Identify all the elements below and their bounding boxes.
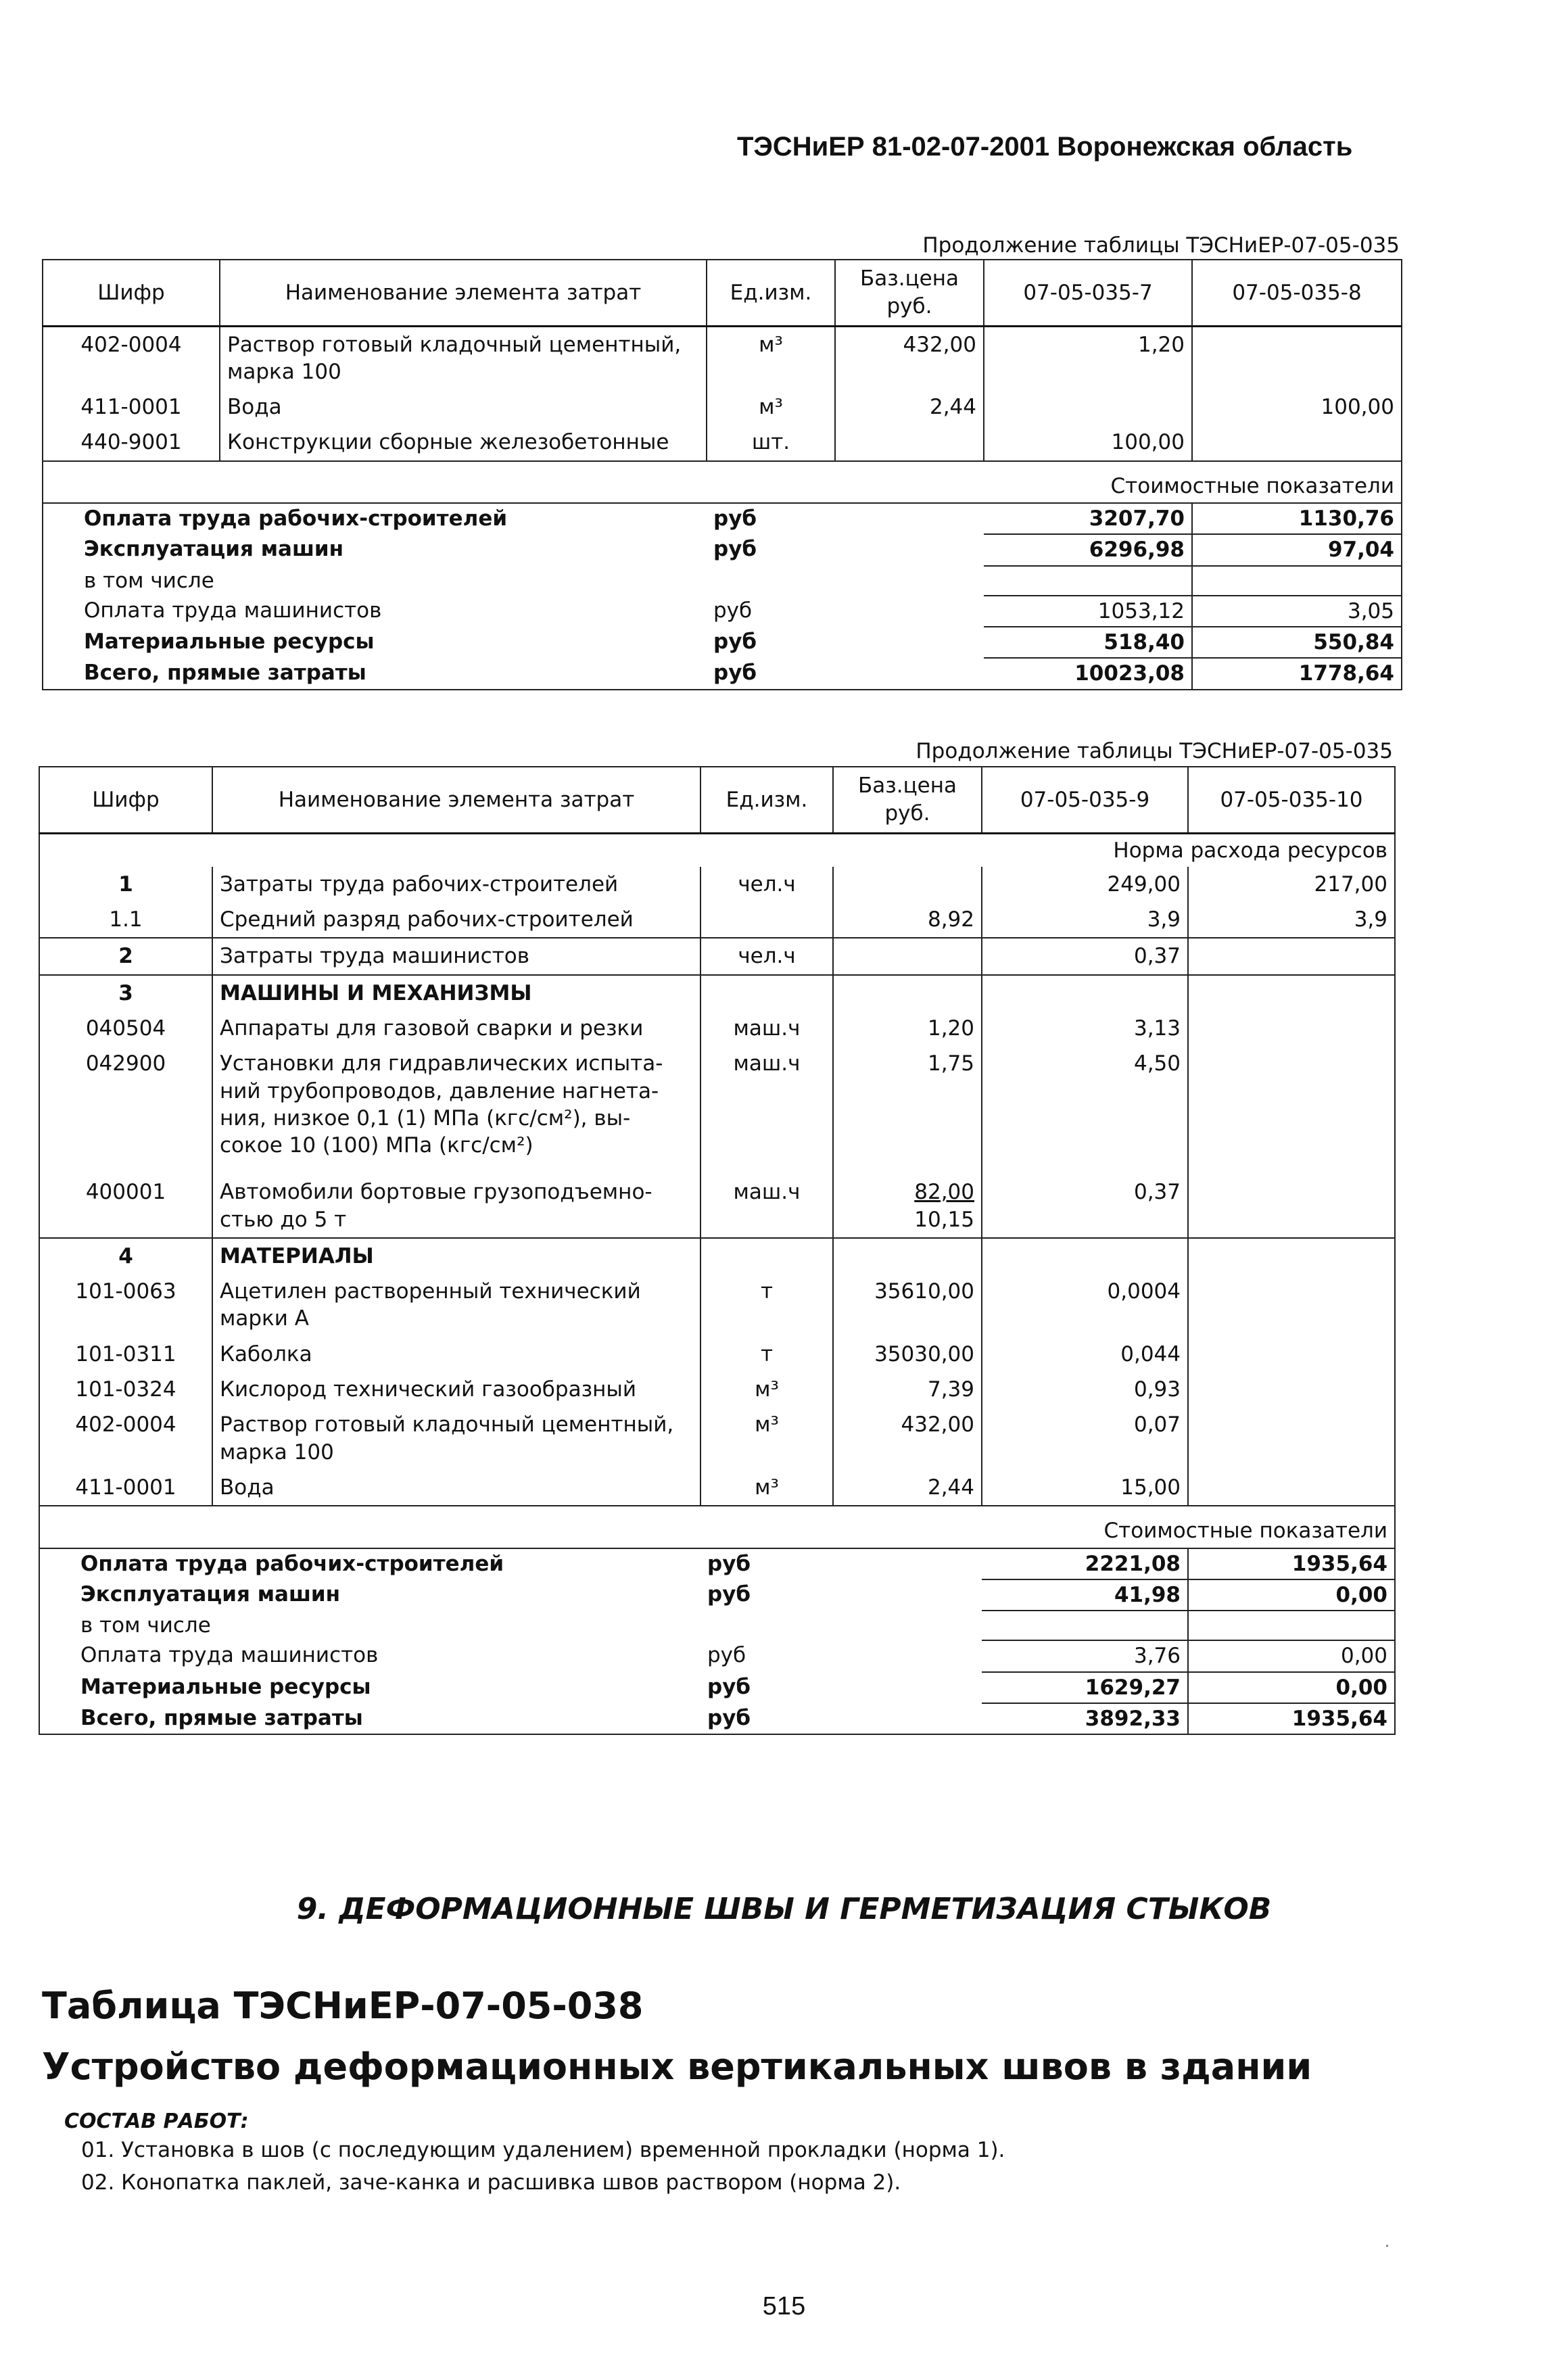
row-unit (700, 1238, 833, 1274)
total-label: Оплата труда рабочих-строителей (80, 1551, 504, 1576)
table1-continuation: Продолжение таблицы ТЭСНиЕР-07-05-035 (922, 233, 1400, 258)
total-unit: руб (713, 506, 757, 531)
row-price: 35030,00 (833, 1337, 982, 1372)
norm-label-row (39, 833, 1395, 867)
total-unit: руб (713, 629, 757, 654)
total-empty (835, 627, 984, 658)
row-value-1: 0,044 (982, 1337, 1188, 1372)
table-row (39, 1274, 1395, 1337)
total-unit: руб (707, 658, 835, 689)
row-price: 432,00 (835, 326, 984, 389)
total-value-1 (984, 566, 1192, 596)
row-value-1 (982, 975, 1188, 1011)
table2-header-row (39, 767, 1395, 833)
row-code: 2 (39, 938, 212, 974)
total-label: Оплата труда машинистов (84, 598, 382, 623)
total-empty (835, 503, 984, 534)
total-label: Эксплуатация машин (80, 1581, 341, 1606)
total-row (43, 627, 1402, 658)
table-row (39, 902, 1395, 938)
column-header: Ед.изм. (707, 260, 835, 326)
row-value-2 (1188, 1337, 1395, 1372)
table-row (39, 1011, 1395, 1046)
column-header: Наименование элемента затрат (212, 767, 700, 833)
row-code: 3 (39, 975, 212, 1011)
row-value-1: 4,50 (982, 1046, 1188, 1174)
row-price (833, 867, 982, 902)
row-price-extra: 10,15 (914, 1207, 974, 1232)
total-unit: руб (713, 537, 757, 562)
table-row (39, 867, 1395, 902)
row-price: 1,20 (833, 1011, 982, 1046)
total-value-2: 1935,64 (1188, 1703, 1395, 1734)
total-value-1: 10023,08 (984, 658, 1192, 689)
table-row (39, 1046, 1395, 1174)
table-row (39, 1337, 1395, 1372)
total-row (43, 503, 1402, 534)
row-price (833, 1174, 982, 1238)
total-row (43, 566, 1402, 596)
total-value-2: 97,04 (1192, 534, 1402, 565)
row-value-2 (1188, 1011, 1395, 1046)
total-value-2 (1188, 1611, 1395, 1640)
work-item-1: 01. Установка в шов (с последующим удалением) временной прокладки (норма 1). (81, 2138, 1005, 2162)
row-unit: маш.ч (700, 1011, 833, 1046)
row-unit: м³ (707, 389, 835, 425)
total-row (39, 1579, 1395, 1611)
row-unit (700, 975, 833, 1011)
total-label: в том числе (80, 1613, 211, 1638)
row-value-1: 0,37 (982, 938, 1188, 974)
row-code: 040504 (39, 1011, 212, 1046)
row-unit (700, 902, 833, 938)
row-value-2 (1192, 425, 1402, 460)
row-code: 440-9001 (43, 425, 220, 460)
cost-label-row (43, 461, 1402, 503)
total-value-1: 3892,33 (982, 1703, 1188, 1734)
table1-header-row (43, 260, 1402, 326)
row-code: 101-0324 (39, 1372, 212, 1407)
table-row (39, 1407, 1395, 1470)
total-row (39, 1640, 1395, 1671)
total-value-2: 1130,76 (1192, 503, 1402, 534)
table-row (39, 938, 1395, 974)
total-row (43, 658, 1402, 689)
row-price (833, 938, 982, 974)
row-name: Затраты труда рабочих-строителей (212, 867, 700, 902)
table1 (42, 259, 1402, 690)
total-empty (833, 1703, 982, 1734)
cost-label-row (39, 1506, 1395, 1548)
row-code: 042900 (39, 1046, 212, 1174)
total-label: Всего, прямые затраты (43, 658, 707, 689)
row-name: Раствор готовый кладочный цементный, марка 100 (212, 1407, 700, 1470)
table-row (39, 1372, 1395, 1407)
row-name: Вода (212, 1470, 700, 1506)
total-value-1: 41,98 (982, 1579, 1188, 1611)
row-code: 1.1 (39, 902, 212, 938)
row-value-1 (984, 389, 1192, 425)
table-row (43, 425, 1402, 460)
row-code: 1 (39, 867, 212, 902)
column-header: Баз.цена руб. (833, 767, 982, 833)
row-value-2 (1188, 938, 1395, 974)
row-value-1: 0,93 (982, 1372, 1188, 1407)
row-name: Автомобили бортовые грузоподъемно-стью до 5 т (212, 1174, 700, 1238)
total-unit (700, 1611, 833, 1640)
row-name: Средний разряд рабочих-строителей (212, 902, 700, 938)
total-empty (833, 1672, 982, 1703)
column-header: 07-05-035-8 (1192, 260, 1402, 326)
row-unit: маш.ч (700, 1174, 833, 1238)
total-empty (835, 658, 984, 689)
row-price-main: 82,00 (914, 1180, 974, 1205)
row-unit: чел.ч (700, 938, 833, 974)
row-code: 101-0311 (39, 1337, 212, 1372)
row-name: Затраты труда машинистов (212, 938, 700, 974)
row-code: 402-0004 (39, 1407, 212, 1470)
total-value-1: 518,40 (984, 627, 1192, 658)
total-value-1 (982, 1611, 1188, 1640)
total-value-1: 3207,70 (984, 503, 1192, 534)
row-value-1: 249,00 (982, 867, 1188, 902)
row-value-2 (1188, 1046, 1395, 1174)
scan-speck (1386, 2245, 1388, 2247)
column-header: 07-05-035-10 (1188, 767, 1395, 833)
row-value-1: 1,20 (984, 326, 1192, 389)
row-unit: чел.ч (700, 867, 833, 902)
table-row (39, 1174, 1395, 1238)
total-value-1: 6296,98 (984, 534, 1192, 565)
total-empty (833, 1548, 982, 1579)
row-name: Конструкции сборные железобетонные (220, 425, 707, 460)
row-value-1: 0,37 (982, 1174, 1188, 1238)
total-empty (833, 1640, 982, 1671)
row-unit: м³ (707, 326, 835, 389)
row-name: Вода (220, 389, 707, 425)
total-value-2: 3,05 (1192, 596, 1402, 627)
column-header: Шифр (39, 767, 212, 833)
total-value-1: 1053,12 (984, 596, 1192, 627)
row-value-1: 0,0004 (982, 1274, 1188, 1337)
table-row (43, 389, 1402, 425)
norm-label: Норма расхода ресурсов (39, 833, 1395, 867)
row-value-1: 3,13 (982, 1011, 1188, 1046)
total-value-2 (1192, 566, 1402, 596)
row-name: Установки для гидравлических испыта-ний трубопроводов, давление нагнета-ния, низкое 0,1 (1) МПа (кгс/см²), вы-сокое 10 (100) МПа (кгс/см²) (212, 1046, 700, 1174)
row-unit: шт. (707, 425, 835, 460)
row-value-2 (1192, 326, 1402, 389)
row-value-2 (1188, 1238, 1395, 1274)
total-label: Эксплуатация машин (84, 537, 344, 562)
row-price (833, 1238, 982, 1274)
row-value-1 (982, 1238, 1188, 1274)
total-value-2: 1778,64 (1192, 658, 1402, 689)
row-name: Кислород технический газообразный (212, 1372, 700, 1407)
row-value-1: 3,9 (982, 902, 1188, 938)
row-value-2 (1188, 1407, 1395, 1470)
row-code: 400001 (39, 1174, 212, 1238)
row-name: МАТЕРИАЛЫ (212, 1238, 700, 1274)
page-number: 515 (762, 2292, 806, 2320)
row-unit: маш.ч (700, 1046, 833, 1174)
row-price: 7,39 (833, 1372, 982, 1407)
table-row (39, 1238, 1395, 1274)
total-value-1: 2221,08 (982, 1548, 1188, 1579)
total-unit: руб (707, 1674, 751, 1699)
column-header: Наименование элемента затрат (220, 260, 707, 326)
total-row (43, 596, 1402, 627)
total-value-2: 1935,64 (1188, 1548, 1395, 1579)
total-row (39, 1703, 1395, 1734)
cost-label: Стоимостные показатели (39, 1506, 1395, 1548)
sostav-label: СОСТАВ РАБОТ: (64, 2110, 249, 2133)
row-name: Аппараты для газовой сварки и резки (212, 1011, 700, 1046)
total-unit: руб (707, 1551, 751, 1576)
total-value-2: 0,00 (1188, 1640, 1395, 1671)
column-header: Баз.цена руб. (835, 260, 984, 326)
row-price: 1,75 (833, 1046, 982, 1174)
page-header: ТЭСНиЕР 81-02-07-2001 Воронежская область (737, 132, 1353, 162)
table2 (39, 766, 1396, 1735)
row-value-2 (1188, 1470, 1395, 1506)
total-unit: руб (700, 1703, 833, 1734)
total-empty (833, 1579, 982, 1611)
total-label: в том числе (84, 568, 214, 593)
row-value-2: 3,9 (1354, 907, 1387, 932)
table-row (43, 326, 1402, 389)
total-label: Материальные ресурсы (80, 1674, 371, 1699)
row-unit: м³ (700, 1470, 833, 1506)
total-label: Оплата труда рабочих-строителей (84, 506, 508, 531)
total-label: Оплата труда машинистов (80, 1643, 379, 1668)
row-value-2: 100,00 (1321, 395, 1394, 420)
total-unit: руб (707, 1643, 746, 1668)
total-label: Материальные ресурсы (84, 629, 375, 654)
total-empty (835, 596, 984, 627)
work-item-2: 02. Конопатка паклей, заче-канка и расшивка швов раствором (норма 2). (81, 2170, 901, 2195)
row-value-1: 100,00 (984, 425, 1192, 460)
row-unit: м³ (700, 1407, 833, 1470)
table-row (39, 975, 1395, 1011)
total-value-2: 0,00 (1188, 1579, 1395, 1611)
column-header: 07-05-035-9 (982, 767, 1188, 833)
row-code: 101-0063 (39, 1274, 212, 1337)
total-value-1: 3,76 (982, 1640, 1188, 1671)
row-price: 2,44 (835, 389, 984, 425)
column-header: 07-05-035-7 (984, 260, 1192, 326)
column-header: Ед.изм. (700, 767, 833, 833)
row-price (835, 425, 984, 460)
row-value-2 (1188, 1274, 1395, 1337)
column-header: Шифр (43, 260, 220, 326)
total-empty (835, 566, 984, 596)
section-title: 9. ДЕФОРМАЦИОННЫЕ ШВЫ И ГЕРМЕТИЗАЦИЯ СТЫКОВ (296, 1892, 1272, 1926)
total-value-1: 1629,27 (982, 1672, 1188, 1703)
total-unit (707, 566, 835, 596)
row-price (833, 975, 982, 1011)
row-code: 411-0001 (39, 1470, 212, 1506)
total-row (39, 1672, 1395, 1703)
table-description: Устройство деформационных вертикальных швов в здании (42, 2045, 1312, 2088)
row-code: 411-0001 (43, 389, 220, 425)
row-price: 8,92 (833, 902, 982, 938)
total-row (39, 1611, 1395, 1640)
total-empty (833, 1611, 982, 1640)
row-unit: т (700, 1337, 833, 1372)
table-title: Таблица ТЭСНиЕР-07-05-038 (42, 1984, 644, 2027)
total-row (39, 1548, 1395, 1579)
row-value-2 (1188, 1372, 1395, 1407)
row-name: Раствор готовый кладочный цементный, марка 100 (220, 326, 707, 389)
cost-label: Стоимостные показатели (43, 461, 1402, 503)
row-value-2: 217,00 (1314, 872, 1387, 897)
row-value-2 (1188, 975, 1395, 1011)
row-value-2 (1188, 1174, 1395, 1238)
table-row (39, 1470, 1395, 1506)
total-value-2: 550,84 (1192, 627, 1402, 658)
row-code: 402-0004 (43, 326, 220, 389)
total-value-2: 0,00 (1188, 1672, 1395, 1703)
total-unit: руб (713, 598, 753, 623)
row-name: Каболка (212, 1337, 700, 1372)
row-name: Ацетилен растворенный технический марки А (212, 1274, 700, 1337)
row-price: 2,44 (833, 1470, 982, 1506)
total-empty (835, 534, 984, 565)
row-code: 4 (39, 1238, 212, 1274)
row-name: МАШИНЫ И МЕХАНИЗМЫ (212, 975, 700, 1011)
row-price: 35610,00 (833, 1274, 982, 1337)
total-row (43, 534, 1402, 565)
total-label: Всего, прямые затраты (39, 1703, 700, 1734)
row-value-1: 0,07 (982, 1407, 1188, 1470)
row-unit: т (700, 1274, 833, 1337)
row-value-1: 15,00 (982, 1470, 1188, 1506)
row-unit: м³ (700, 1372, 833, 1407)
total-unit: руб (707, 1581, 751, 1606)
row-price: 432,00 (833, 1407, 982, 1470)
table2-continuation: Продолжение таблицы ТЭСНиЕР-07-05-035 (916, 739, 1393, 763)
